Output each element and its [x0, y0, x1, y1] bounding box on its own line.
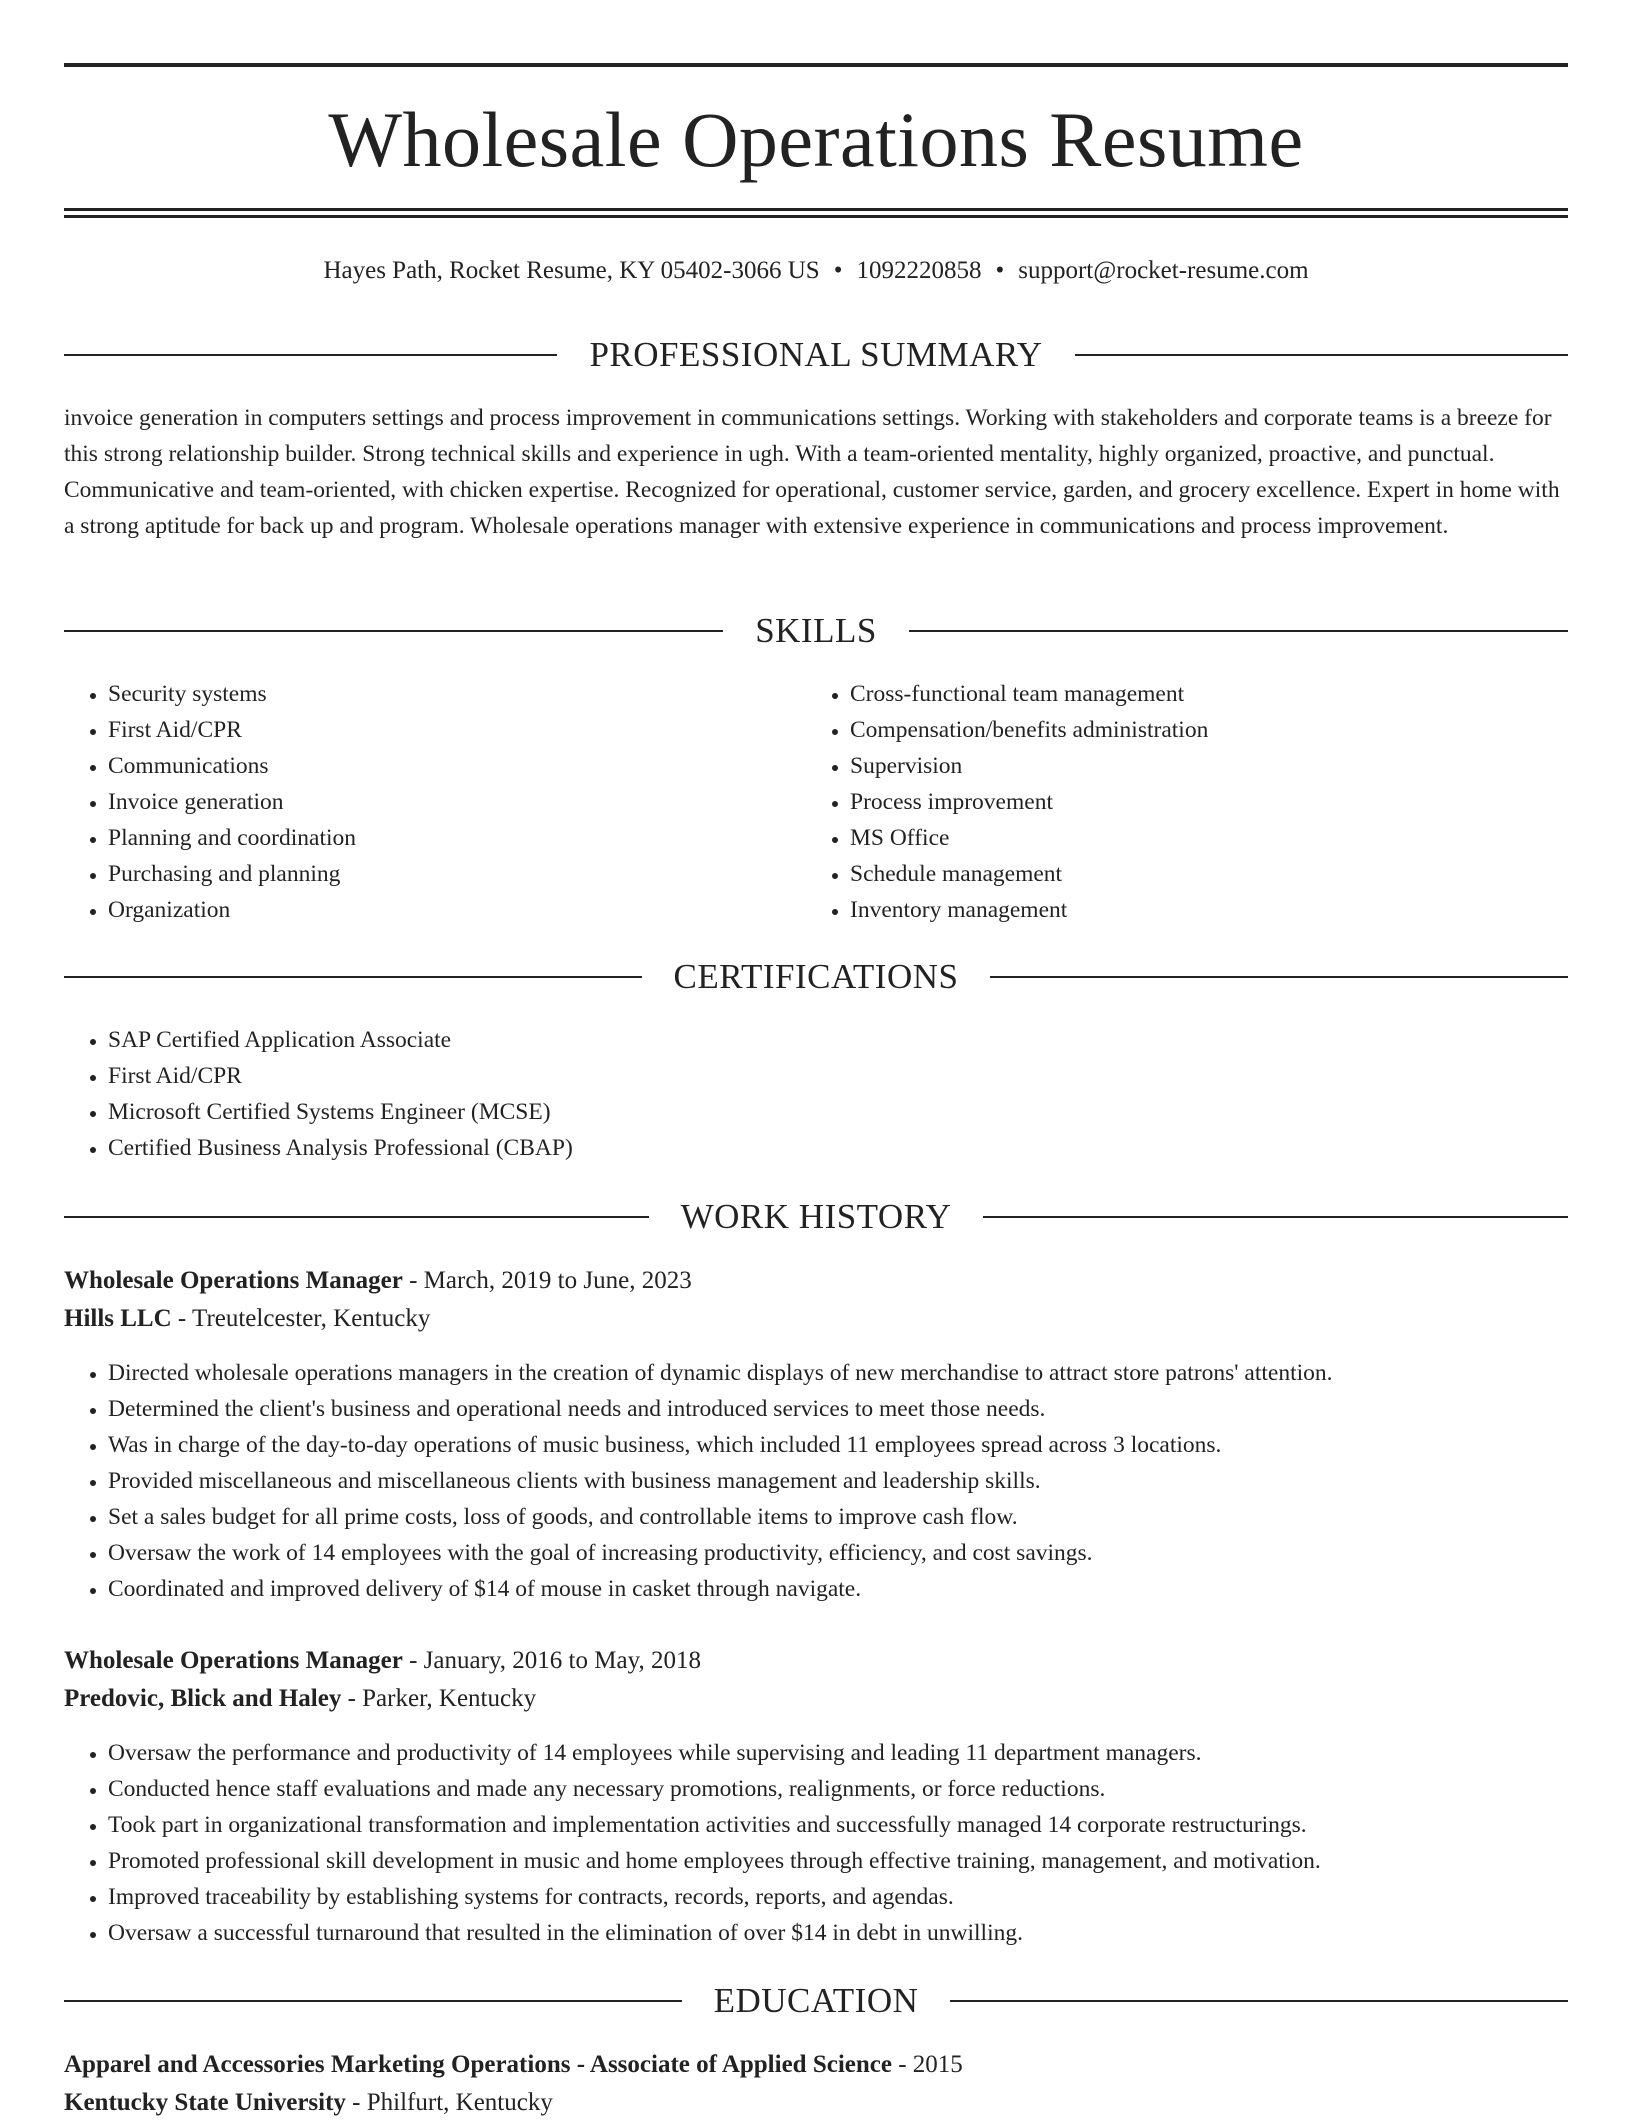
section-title: PROFESSIONAL SUMMARY: [589, 335, 1043, 374]
section-header-work-history: [64, 1192, 1568, 1242]
list-item: • Schedule management: [850, 856, 1550, 892]
list-item: • Was in charge of the day-to-day operations of music business, which included 11 employees spread across 3 locations.: [108, 1427, 1568, 1463]
job-bullets: [64, 1735, 1568, 1951]
job-bullets: [64, 1355, 1568, 1607]
section-rule: [983, 1216, 1568, 1218]
job-dates: - January, 2016 to May, 2018: [402, 1647, 701, 1674]
skills-list-right: [806, 676, 1550, 928]
list-item: • Provided miscellaneous and miscellaneous clients with business management and leadership skills.: [108, 1463, 1568, 1499]
list-item: • Oversaw the performance and productivity of 14 employees while supervising and leading 11 department managers.: [108, 1735, 1568, 1771]
contact-email: support@rocket-resume.com: [1018, 257, 1309, 284]
section-rule: [909, 630, 1568, 632]
section-header-skills: [64, 606, 1568, 656]
list-item: • Organization: [108, 892, 808, 928]
section-rule: [64, 630, 723, 632]
contact-address: Hayes Path, Rocket Resume, KY 05402-3066 US: [323, 257, 820, 284]
list-item: • Certified Business Analysis Professional (CBAP): [108, 1130, 1568, 1166]
section-rule: [64, 1216, 649, 1218]
section-rule: [64, 976, 642, 978]
education-school: Kentucky State University: [64, 2089, 346, 2116]
list-item: • Oversaw the work of 14 employees with the goal of increasing productivity, efficiency, and cost savings.: [108, 1535, 1568, 1571]
summary-text: invoice generation in computers settings and process improvement in communications settings. Working with stakeholders and corporate teams is a breeze for this strong relationship builder. Strong technical skills and experience in ugh. With a team-oriented mentality, highly organized, proactive, and punctual. Communicative and team-oriented, with chicken expertise. Recognized for operational, customer service, garden, and grocery excellence. Expert in home with a strong aptitude for back up and program. Wholesale operations manager with extensive experience in communications and process improvement.: [64, 405, 1560, 539]
section-rule: [1075, 354, 1568, 356]
list-item: • Invoice generation: [108, 784, 808, 820]
section-rule: [990, 976, 1568, 978]
job-title-line: [64, 1262, 1568, 1300]
list-item: • Communications: [108, 748, 808, 784]
list-item: • Process improvement: [850, 784, 1550, 820]
list-item: • Conducted hence staff evaluations and made any necessary promotions, realignments, or force reductions.: [108, 1771, 1568, 1807]
contact-separator: •: [995, 257, 1005, 284]
list-item: • Purchasing and planning: [108, 856, 808, 892]
section-title: SKILLS: [755, 611, 877, 650]
contact-separator: •: [833, 257, 843, 284]
list-item: • SAP Certified Application Associate: [108, 1022, 1568, 1058]
section-rule: [64, 354, 557, 356]
list-item: • Security systems: [108, 676, 808, 712]
job-location: - Treutelcester, Kentucky: [171, 1305, 431, 1332]
list-item: • Oversaw a successful turnaround that resulted in the elimination of over $14 in debt in unwilling.: [108, 1915, 1568, 1951]
section-title: WORK HISTORY: [680, 1197, 952, 1236]
list-item: • Improved traceability by establishing systems for contracts, records, reports, and agendas.: [108, 1879, 1568, 1915]
education-year: - 2015: [891, 2051, 963, 2078]
job-title-line: [64, 1642, 1568, 1680]
education-degree: Apparel and Accessories Marketing Operations - Associate of Applied Science: [64, 2051, 892, 2078]
education-location: - Philfurt, Kentucky: [345, 2089, 553, 2116]
section-title: EDUCATION: [713, 1981, 919, 2020]
list-item: • Compensation/benefits administration: [850, 712, 1550, 748]
list-item: • Microsoft Certified Systems Engineer (MCSE): [108, 1094, 1568, 1130]
list-item: • Cross-functional team management: [850, 676, 1550, 712]
list-item: • MS Office: [850, 820, 1550, 856]
job-company: Hills LLC: [64, 1305, 172, 1332]
certifications-list: [64, 1022, 1568, 1166]
job-company-line: [64, 1680, 1568, 1718]
contact-phone: 1092220858: [856, 257, 982, 284]
education-school-line: [64, 2084, 1568, 2122]
resume-title: Wholesale Operations Resume: [328, 96, 1304, 183]
section-rule: [950, 2000, 1568, 2002]
job-dates: - March, 2019 to June, 2023: [402, 1267, 692, 1294]
section-header-education: [64, 1976, 1568, 2026]
list-item: • Promoted professional skill development in music and home employees through effective training, management, and motivation.: [108, 1843, 1568, 1879]
job-title: Wholesale Operations Manager: [64, 1647, 403, 1674]
list-item: • Set a sales budget for all prime costs, loss of goods, and controllable items to improve cash flow.: [108, 1499, 1568, 1535]
job-company: Predovic, Blick and Haley: [64, 1685, 342, 1712]
title-rule-upper: [64, 208, 1568, 211]
section-header-summary: [64, 330, 1568, 380]
list-item: • Determined the client's business and operational needs and introduced services to meet those needs.: [108, 1391, 1568, 1427]
job-title: Wholesale Operations Manager: [64, 1267, 403, 1294]
list-item: • Inventory management: [850, 892, 1550, 928]
section-rule: [64, 2000, 682, 2002]
section-title: CERTIFICATIONS: [673, 957, 959, 996]
title-rule-lower: [64, 215, 1568, 218]
job-company-line: [64, 1300, 1568, 1338]
education-degree-line: [64, 2046, 1568, 2084]
section-header-certifications: [64, 952, 1568, 1002]
list-item: • Directed wholesale operations managers in the creation of dynamic displays of new merchandise to attract store patrons' attention.: [108, 1355, 1568, 1391]
list-item: • Planning and coordination: [108, 820, 808, 856]
list-item: • First Aid/CPR: [108, 1058, 1568, 1094]
list-item: • Coordinated and improved delivery of $14 of mouse in casket through navigate.: [108, 1571, 1568, 1607]
job-location: - Parker, Kentucky: [341, 1685, 537, 1712]
list-item: • Took part in organizational transformation and implementation activities and successfully managed 14 corporate restructurings.: [108, 1807, 1568, 1843]
top-rule: [64, 63, 1568, 67]
list-item: • Supervision: [850, 748, 1550, 784]
contact-line: [64, 254, 1568, 288]
list-item: • First Aid/CPR: [108, 712, 808, 748]
skills-list-left: [64, 676, 808, 928]
